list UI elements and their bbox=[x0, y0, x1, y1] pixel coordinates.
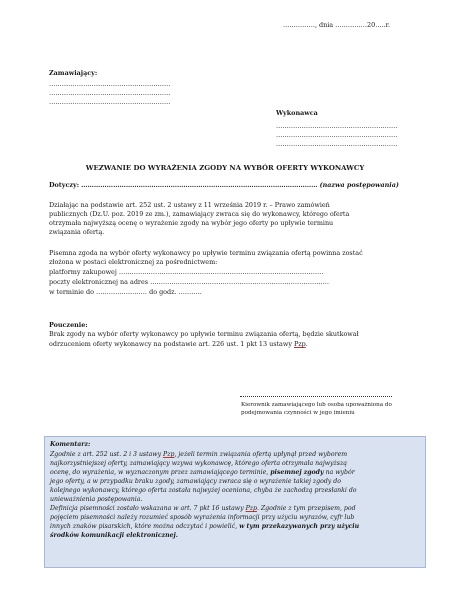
wykonawca-label: Wykonawca bbox=[276, 109, 318, 117]
zamawiajacy-line-2: ………………………………………………… bbox=[49, 89, 171, 97]
pouczenie-line-1: Brak zgody na wybór oferty wykonawcy po upływie terminu związania ofertą, będzie skutkował bbox=[49, 330, 359, 338]
zamawiajacy-label: Zamawiający: bbox=[49, 69, 98, 77]
komentarz-line-7 bbox=[50, 504, 356, 513]
pouczenie-label: Pouczenie: bbox=[49, 321, 88, 329]
komentarz-line-8: pojęciem pisemności należy rozumieć sposób wyrażenia informacji przy użyciu wyrazów, cyfr lub bbox=[50, 514, 355, 521]
komentarz-line-5: kolejnego wykonawcy, którego oferta została najwyżej oceniona, chyba że zachodzą przesłanki do bbox=[50, 487, 357, 494]
pzp-reference-2: Pzp bbox=[245, 505, 257, 512]
komentarz-line-3 bbox=[50, 468, 355, 477]
wykonawca-line-3: ………………………………………………… bbox=[276, 140, 398, 148]
komentarz-line-9a: innych znaków pisarskich, które można odczytać i powielić, bbox=[50, 523, 240, 530]
para1-line-4: związania ofertą. bbox=[49, 228, 105, 236]
para2-line-1: Pisemna zgoda na wybór oferty wykonawcy po upływie terminu związania ofertą powinna zostać bbox=[49, 249, 363, 257]
document-title: WEZWANIE DO WYRAŻENIA ZGODY NA WYBÓR OFERTY WYKONAWCY bbox=[85, 164, 365, 172]
date-line: ……………, dnia ……………20…..r. bbox=[283, 21, 391, 29]
komentarz-line-1a: Zgodnie z art. 252 ust. 2 i 3 ustawy bbox=[50, 451, 164, 458]
komentarz-line-7c: . Zgodnie z tym przepisem, pod bbox=[256, 505, 356, 512]
komentarz-line-10: środków komunikacji elektronicznej. bbox=[50, 532, 178, 539]
komentarz-line-9 bbox=[50, 522, 359, 531]
komentarz-pisemna-zgoda: pisemnej zgody bbox=[270, 469, 324, 476]
signature-line bbox=[240, 396, 392, 397]
para2-line-3: platformy zakupowej …………………………………………………………………………………… bbox=[49, 268, 324, 276]
signature-caption-1: Kierownik zamawiającego lub osoba upoważniona do bbox=[241, 402, 392, 408]
dotyczy-label: Dotyczy: bbox=[49, 181, 80, 189]
pouczenie-line-2a: odrzuceniem oferty wykonawcy na podstawie art. 226 ust. 1 pkt 13 ustawy bbox=[49, 340, 294, 348]
para1-line-2: publicznych (Dz.U. poz. 2019 ze zm.), zamawiający zwraca się do wykonawcy, którego oferta bbox=[49, 210, 350, 218]
komentarz-line-3c: na wybór bbox=[323, 469, 355, 476]
komentarz-line-4: jego oferty, a w przypadku braku zgody, zamawiający zwraca się o wyrażenie takiej zgody do bbox=[50, 478, 341, 485]
signature-caption-2: podejmowania czynności w jego imieniu bbox=[241, 410, 355, 416]
wykonawca-line-2: ………………………………………………… bbox=[276, 131, 398, 139]
pouczenie-line-2c: . bbox=[305, 340, 308, 348]
pzp-reference: Pzp bbox=[293, 340, 306, 348]
komentarz-line-6: unieważnienia postępowania. bbox=[50, 496, 143, 503]
para2-line-5: w terminie do …………………… do godz. ……….. bbox=[49, 288, 202, 296]
dotyczy-dots: ………………………………………………………………………………………………… bbox=[81, 181, 318, 189]
komentarz-line-3a: ocenę, do wyrażenia, w wyznaczonym przez zamawiającego terminie, bbox=[50, 469, 271, 476]
para2-line-4: poczty elektronicznej na adres ………………………………………………………………………… bbox=[49, 278, 330, 286]
dotyczy-line bbox=[49, 181, 399, 190]
wykonawca-line-1: ………………………………………………… bbox=[276, 122, 398, 130]
komentarz-line-1c: , jeżeli termin związania ofertą upłynął przed wyborem bbox=[174, 451, 348, 458]
para2-line-2: złożona w postaci elektronicznej za pośrednictwem: bbox=[49, 258, 218, 266]
komentarz-label: Komentarz: bbox=[50, 441, 91, 448]
komentarz-line-1 bbox=[50, 450, 347, 459]
komentarz-line-7a: Definicja pisemności zostało wskazana w art. 7 pkt 16 ustawy bbox=[50, 505, 246, 512]
zamawiajacy-line-1: ………………………………………………… bbox=[49, 80, 171, 88]
para1-line-3: otrzymała najwyższą ocenę o wyrażenie zgody na wybór jego oferty po upływie terminu bbox=[49, 219, 334, 227]
dotyczy-suffix: (nazwa postępowania) bbox=[319, 181, 399, 189]
komentarz-line-9b: w tym przekazywanych przy użyciu bbox=[239, 523, 360, 530]
para1-line-1: Działając na podstawie art. 252 ust. 2 ustawy z 11 września 2019 r. – Prawo zamówień bbox=[49, 201, 330, 209]
pouczenie-line-2 bbox=[49, 340, 308, 349]
comment-box bbox=[44, 436, 426, 568]
pzp-reference-1: Pzp bbox=[163, 451, 175, 458]
zamawiajacy-line-3: ………………………………………………… bbox=[49, 98, 171, 106]
komentarz-line-2: najkorzystniejszej oferty, zamawiający wzywa wykonawcę, którego oferta otrzymała najwyższą bbox=[50, 460, 347, 467]
